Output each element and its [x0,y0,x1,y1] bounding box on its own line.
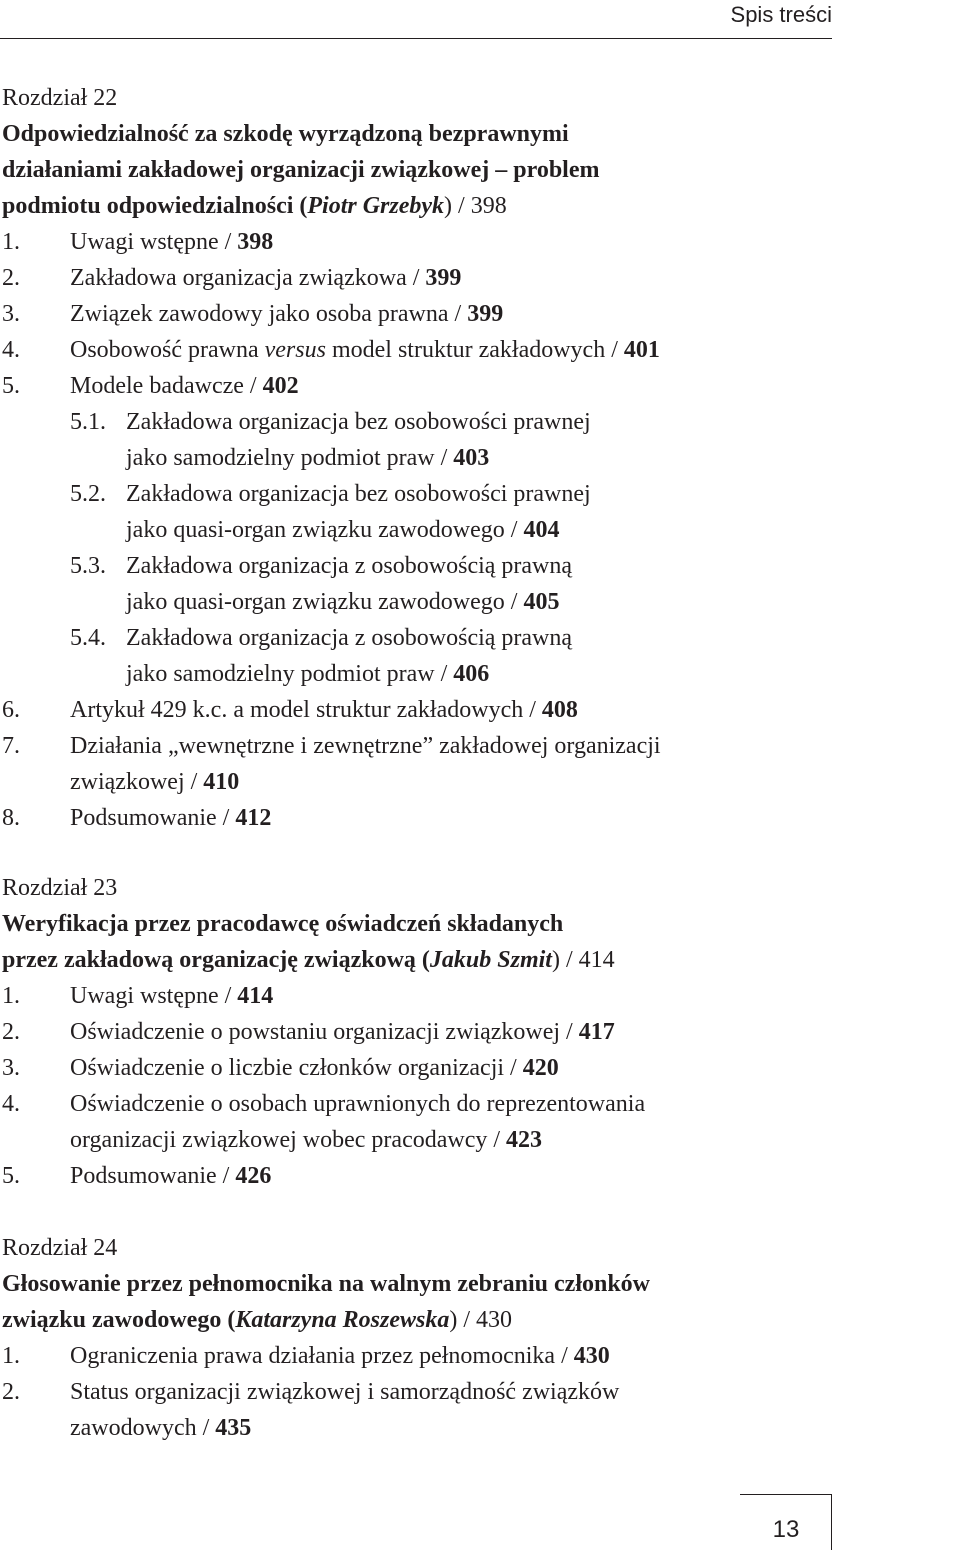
entry-number: 3. [2,301,20,327]
entry-page: 402 [262,373,299,399]
entry-page: 410 [203,769,240,795]
chapter-22 [2,80,822,836]
title-line: działaniami zakładowej organizacji związkowej – problem [2,157,600,183]
page-number: 13 [772,1516,800,1543]
chapter-page: ) / 414 [551,947,615,973]
chapter-title[interactable] [2,116,822,224]
entry-number: 6. [2,697,20,723]
title-line: Odpowiedzialność za szkodę wyrządzoną bezprawnymi [2,121,569,147]
chapter-author: Piotr Grzebyk [307,193,445,219]
entry-text: Artykuł 429 k.c. a model struktur zakładowych / [70,697,542,723]
chapter-author: Jakub Szmit [429,947,552,973]
entry-text: Zakładowa organizacja z osobowością prawną [126,625,573,651]
entry-text: jako quasi-organ związku zawodowego / [126,589,524,615]
entry-number: 7. [2,733,20,759]
entry-number: 1. [2,1343,20,1369]
entry-page: 405 [523,589,560,615]
entry-page: 406 [453,661,490,687]
title-line: Weryfikacja przez pracodawcę oświadczeń składanych [2,911,564,937]
entry-text: Uwagi wstępne / [70,229,238,255]
toc-entry[interactable] [2,332,822,368]
entry-text: Podsumowanie / [70,805,236,831]
title-line: przez zakładową organizację związkową ( [2,947,430,973]
entry-number: 5.4. [70,625,106,651]
entry-text: jako samodzielny podmiot praw / [126,445,454,471]
entry-text: Oświadczenie o liczbie członków organizacji / [70,1055,523,1081]
chapter-page: ) / 430 [449,1307,513,1333]
entry-page: 423 [506,1127,543,1153]
entry-number: 2. [2,1019,20,1045]
toc-subentry[interactable] [2,620,822,692]
entry-text: jako samodzielny podmiot praw / [126,661,454,687]
entry-text: Zakładowa organizacja bez osobowości prawnej [126,481,591,507]
entry-text: Osobowość prawna [70,337,265,363]
entry-number: 1. [2,229,20,255]
entry-page: 404 [523,517,560,543]
toc-entry[interactable] [2,260,822,296]
title-line: Głosowanie przez pełnomocnika na walnym zebraniu członków [2,1271,651,1297]
header-rule [0,38,832,39]
entry-text: organizacji związkowej wobec pracodawcy / [70,1127,507,1153]
chapter-title[interactable] [2,1266,822,1338]
entry-page: 430 [573,1343,610,1369]
entry-text: zawodowych / [70,1415,216,1441]
toc-entry[interactable] [2,978,822,1014]
entry-text: Ograniczenia prawa działania przez pełnomocnika / [70,1343,574,1369]
toc-entry[interactable] [2,224,822,260]
toc-entry[interactable] [2,1158,822,1194]
entry-page: 420 [522,1055,559,1081]
entry-text: Oświadczenie o osobach uprawnionych do reprezentowania [70,1091,646,1117]
entry-page: 435 [215,1415,252,1441]
entry-number: 5. [2,1163,20,1189]
toc-entry[interactable] [2,1338,822,1374]
entry-page: 426 [235,1163,272,1189]
entry-number: 2. [2,1379,20,1405]
entry-number: 5. [2,373,20,399]
running-header: Spis treści [730,2,832,27]
entry-page: 412 [235,805,272,831]
entry-number: 4. [2,1091,20,1117]
chapter-title[interactable] [2,906,822,978]
entry-text: Zakładowa organizacja związkowa / [70,265,426,291]
entry-page: 399 [425,265,462,291]
chapter-page: ) / 398 [444,193,507,219]
toc-entry[interactable] [2,728,822,800]
toc-entry[interactable] [2,1050,822,1086]
entry-text: jako quasi-organ związku zawodowego / [126,517,524,543]
entry-text: związkowej / [70,769,204,795]
chapter-number: Rozdział 22 [2,85,118,111]
toc-entry[interactable] [2,800,822,836]
entry-number: 4. [2,337,20,363]
entry-number: 2. [2,265,20,291]
entry-text: model struktur zakładowych / [325,337,624,363]
entry-number: 5.2. [70,481,106,507]
toc-entry[interactable] [2,1086,822,1158]
entry-text-italic: versus [264,337,326,363]
entry-number: 5.1. [70,409,106,435]
entry-number: 3. [2,1055,20,1081]
entry-page: 408 [541,697,578,723]
entry-text: Zakładowa organizacja bez osobowości prawnej [126,409,591,435]
entry-number: 1. [2,983,20,1009]
toc-entry[interactable] [2,1374,822,1446]
title-line: podmiotu odpowiedzialności ( [2,193,308,219]
entry-text: Modele badawcze / [70,373,263,399]
chapter-23 [2,870,822,1194]
toc-entry[interactable] [2,692,822,728]
entry-text: Uwagi wstępne / [70,983,238,1009]
entry-text: Zakładowa organizacja z osobowością prawną [126,553,573,579]
entry-page: 403 [453,445,490,471]
entry-page: 399 [467,301,504,327]
chapter-author: Katarzyna Roszewska [235,1307,450,1333]
chapter-24 [2,1230,822,1446]
entry-text: Oświadczenie o powstaniu organizacji związkowej / [70,1019,579,1045]
entry-text: Związek zawodowy jako osoba prawna / [70,301,468,327]
entry-text: Działania „wewnętrzne i zewnętrzne” zakładowej organizacji [70,733,661,759]
toc-entry[interactable] [2,368,822,404]
toc-subentry[interactable] [2,404,822,476]
entry-page: 417 [578,1019,615,1045]
title-line: związku zawodowego ( [2,1307,236,1333]
entry-number: 8. [2,805,20,831]
entry-number: 5.3. [70,553,106,579]
entry-page: 398 [237,229,274,255]
toc-entry[interactable] [2,1014,822,1050]
entry-text: Status organizacji związkowej i samorządność związków [70,1379,620,1405]
toc-subentry[interactable] [2,548,822,620]
chapter-number: Rozdział 24 [2,1235,118,1261]
entry-text: Podsumowanie / [70,1163,236,1189]
entry-page: 401 [623,337,660,363]
toc-subentry[interactable] [2,476,822,548]
chapter-number: Rozdział 23 [2,875,118,901]
toc-entry[interactable] [2,296,822,332]
entry-page: 414 [237,983,274,1009]
